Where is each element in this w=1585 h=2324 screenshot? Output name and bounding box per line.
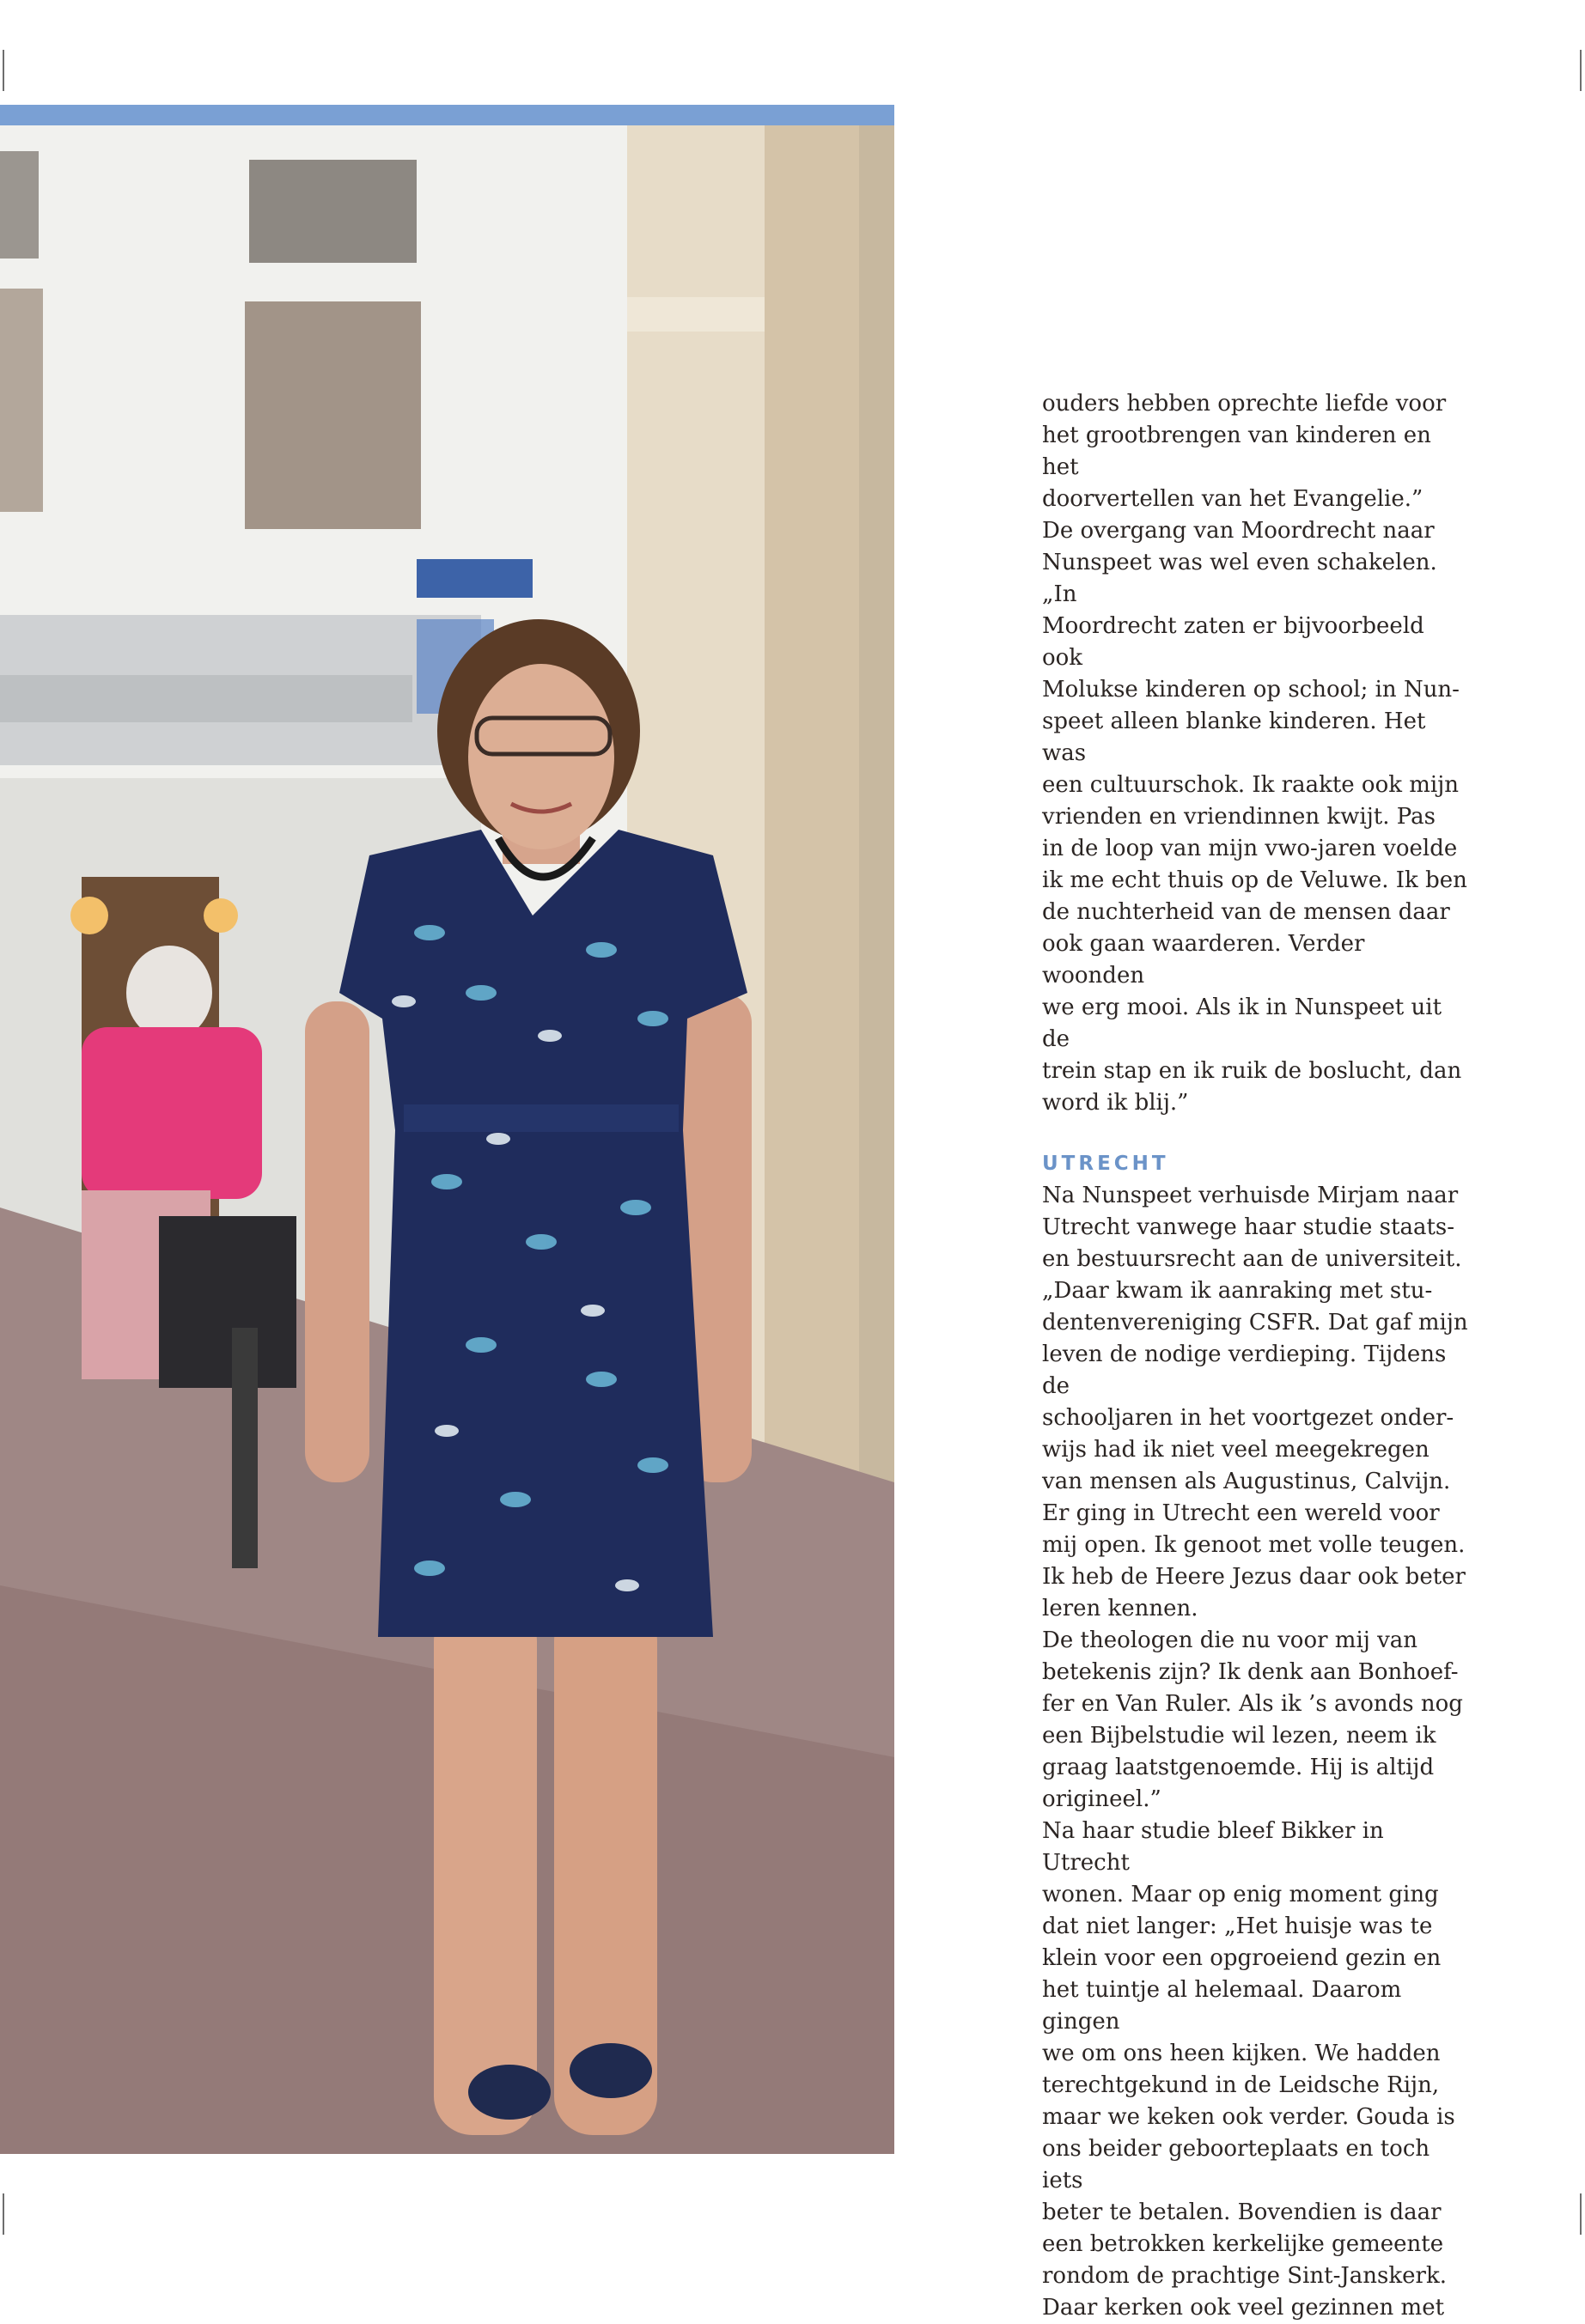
crop-mark-bottom-right xyxy=(1580,2193,1582,2235)
paragraph-1: ouders hebben oprechte liefde voor het grootbrengen van kinderen en het doorvertellen van het Evangelie.” xyxy=(1042,391,1447,512)
paragraph-4: De theologen die nu voor mij van betekenis zijn? Ik denk aan Bonhoef- fer en Van Ruler. Als ik ’s avonds nog een Bijbelstudie wil lezen, neem ik graag laatstgenoemde. Hij is altijd origineel.” xyxy=(1042,1627,1463,1812)
paragraph-3: Na Nunspeet verhuisde Mirjam naar Utrecht vanwege haar studie staats- en bestuursrecht aan de universiteit. „Daar kwam ik aanraking met stu- dentenvereniging CSFR. Dat gaf mijn leven de nodige verdieping. Tijdens de schooljaren in het voortgezet onder- wijs had ik niet veel meegekregen van mensen als Augustinus, Calvijn. Er ging in Utrecht een wereld voor mij open. Ik genoot met volle teugen. Ik heb de Heere Jezus daar ook beter leren kennen. xyxy=(1042,1183,1468,1621)
crop-mark-top-left xyxy=(3,50,4,91)
accent-bar xyxy=(0,105,894,125)
crop-mark-bottom-left xyxy=(3,2193,4,2235)
crop-mark-top-right xyxy=(1580,50,1582,91)
section-heading: UTRECHT xyxy=(1042,1153,1169,1175)
portrait-illustration xyxy=(0,125,894,2154)
article-body xyxy=(1042,388,1472,2324)
paragraph-5: Na haar studie bleef Bikker in Utrecht wonen. Maar op enig moment ging dat niet langer: „Het huisje was te klein voor een opgroeiend gezin en het tuintje al helemaal. Daarom gingen we om ons heen kijken. We hadden terechtgekund in de Leidsche Rijn, maar we keken ook verder. Gouda is ons beider geboorteplaats en toch iets beter te betalen. Bovendien is daar een betrokken kerkelijke gemeente rondom de prachtige Sint-Janskerk. Daar kerken ook veel gezinnen met xyxy=(1042,1818,1455,2321)
portrait-photo xyxy=(0,125,894,2154)
paragraph-2: De overgang van Moordrecht naar Nunspeet was wel even schakelen. „In Moordrecht zaten er bijvoorbeeld ook Molukse kinderen op school; in Nun- speet alleen blanke kinderen. Het was een cultuurschok. Ik raakte ook mijn vrienden en vriendinnen kwijt. Pas in de loop van mijn vwo-jaren voelde ik me echt thuis op de Veluwe. Ik ben de nuchterheid van de mensen daar ook gaan waarderen. Verder woonden we erg mooi. Als ik in Nunspeet uit de trein stap en ik ruik de boslucht, dan word ik blij.” xyxy=(1042,518,1467,1116)
